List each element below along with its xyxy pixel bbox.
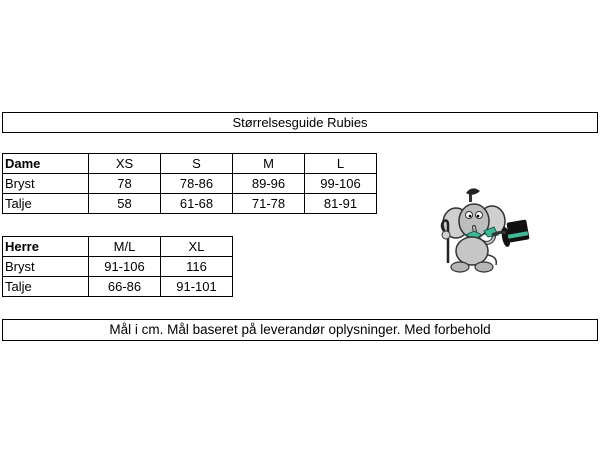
table-row	[3, 174, 377, 194]
table-cell: 91-106	[89, 257, 161, 277]
herre-size-table	[2, 236, 233, 297]
header-cell: Herre	[3, 237, 89, 257]
footer-note: Mål i cm. Mål baseret på leverandør oplysninger. Med forbehold	[2, 319, 598, 341]
size-guide-title: Størrelsesguide Rubies	[2, 112, 598, 133]
table-row	[3, 257, 233, 277]
elephant-mascot-icon	[436, 185, 540, 275]
table-cell: 91-101	[161, 277, 233, 297]
table-cell: 89-96	[233, 174, 305, 194]
table-cell: 116	[161, 257, 233, 277]
table-header-row	[3, 237, 233, 257]
header-cell: L	[305, 154, 377, 174]
table-cell: 71-78	[233, 194, 305, 214]
row-label: Bryst	[3, 174, 89, 194]
row-label: Talje	[3, 277, 89, 297]
header-cell: XL	[161, 237, 233, 257]
row-label: Bryst	[3, 257, 89, 277]
header-cell: XS	[89, 154, 161, 174]
table-cell: 81-91	[305, 194, 377, 214]
table-cell: 66-86	[89, 277, 161, 297]
table-cell: 78	[89, 174, 161, 194]
header-cell: M	[233, 154, 305, 174]
table-row	[3, 194, 377, 214]
row-label: Talje	[3, 194, 89, 214]
table-cell: 78-86	[161, 174, 233, 194]
table-cell: 61-68	[161, 194, 233, 214]
header-cell: S	[161, 154, 233, 174]
header-cell: M/L	[89, 237, 161, 257]
dame-size-table	[2, 153, 377, 214]
table-cell: 58	[89, 194, 161, 214]
table-cell: 99-106	[305, 174, 377, 194]
table-header-row	[3, 154, 377, 174]
header-cell: Dame	[3, 154, 89, 174]
table-row	[3, 277, 233, 297]
